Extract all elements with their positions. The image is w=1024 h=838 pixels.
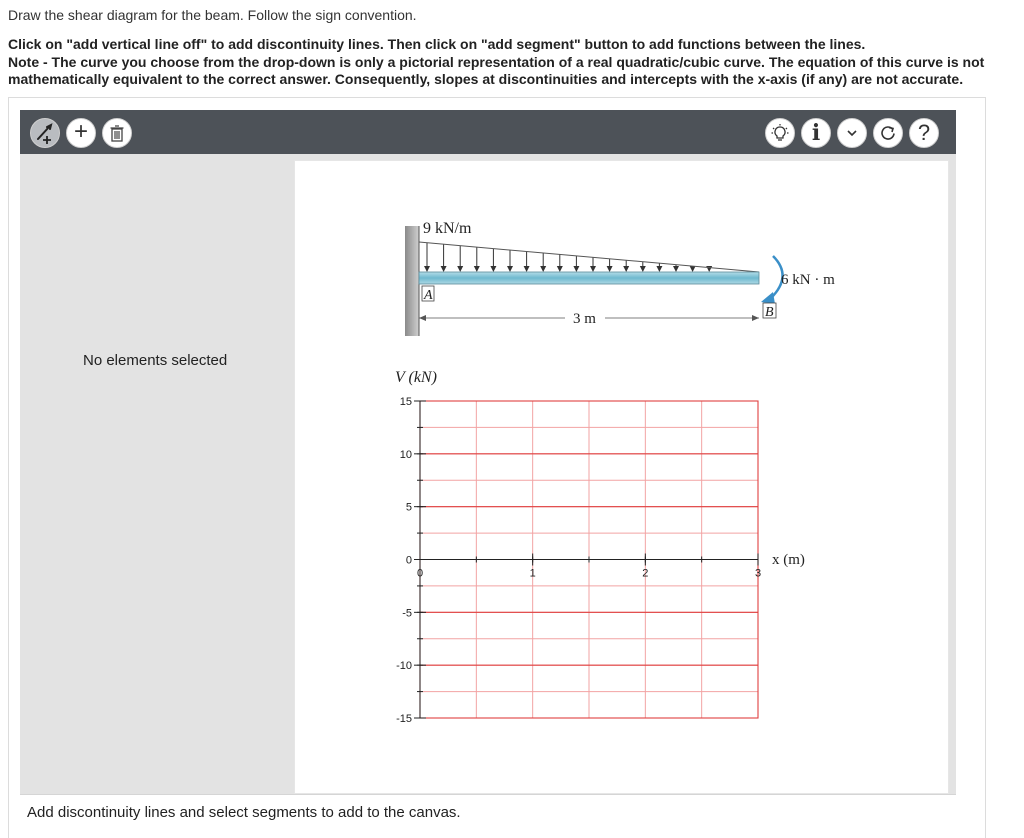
load-arrow bbox=[706, 266, 712, 272]
y-tick-label: 10 bbox=[399, 448, 412, 461]
y-axis-label: V (kN) bbox=[395, 369, 437, 386]
status-message: Add discontinuity lines and select segments to add to the canvas. bbox=[27, 804, 461, 821]
y-tick-label: 15 bbox=[399, 396, 412, 408]
load-arrow bbox=[540, 253, 546, 272]
tick-labels bbox=[396, 396, 761, 725]
load-arrow bbox=[640, 262, 646, 272]
point-b-label: B bbox=[765, 305, 774, 320]
y-tick-label: -15 bbox=[396, 713, 412, 725]
instruction-note: Note - The curve you choose from the drop-down is only a pictorial representation of a real quadratic/cubic curve. The equation of this curve is not mathematically equivalent to the correct answer. Consequently, slopes at discontinuities and intercepts with the x-axis (if any) are not accurate. bbox=[8, 53, 985, 87]
load-arrow bbox=[441, 244, 447, 272]
x-tick-label: 3 bbox=[754, 567, 762, 580]
load-label: 9 kN/m bbox=[423, 220, 472, 237]
load-arrow bbox=[457, 246, 463, 272]
y-tick-label: -10 bbox=[396, 660, 412, 673]
info-button[interactable]: i bbox=[801, 118, 831, 148]
load-arrow bbox=[573, 256, 579, 272]
axes bbox=[414, 401, 758, 718]
instruction-add-lines: Click on "add vertical line off" to add discontinuity lines. Then click on "add segment" button to add functions between the lines. bbox=[8, 36, 866, 52]
reset-icon bbox=[879, 124, 897, 142]
load-arrow bbox=[673, 265, 679, 272]
y-tick-label: -5 bbox=[402, 607, 412, 620]
no-selection-text: No elements selected bbox=[83, 352, 228, 369]
load-arrow bbox=[424, 243, 430, 272]
y-tick-label: 0 bbox=[405, 554, 412, 567]
load-arrow bbox=[474, 247, 480, 272]
moment-label: 6 kN · m bbox=[781, 272, 835, 288]
status-bar bbox=[20, 794, 956, 833]
load-arrow bbox=[524, 251, 530, 272]
moment-arrowhead bbox=[761, 292, 775, 304]
trash-icon bbox=[108, 124, 126, 142]
y-tick-label: 5 bbox=[405, 501, 412, 514]
properties-panel bbox=[20, 154, 289, 794]
fixed-support bbox=[405, 226, 419, 336]
load-arrow bbox=[507, 250, 513, 272]
lightbulb-icon bbox=[770, 123, 790, 143]
load-profile-line bbox=[419, 242, 759, 272]
span-label: 3 m bbox=[573, 311, 596, 327]
x-tick-label: 0 bbox=[416, 567, 424, 580]
question-prompt: Draw the shear diagram for the beam. Follow the sign convention. bbox=[8, 7, 417, 23]
dropdown-button[interactable] bbox=[837, 118, 867, 148]
load-arrow bbox=[590, 257, 596, 272]
beam-figure bbox=[395, 206, 835, 376]
drawing-canvas[interactable] bbox=[294, 160, 949, 794]
add-vertical-line-button[interactable] bbox=[30, 118, 60, 148]
instructions bbox=[8, 36, 1020, 89]
hint-button[interactable] bbox=[765, 118, 795, 148]
point-a-label: A bbox=[424, 288, 433, 303]
distributed-load bbox=[424, 243, 712, 272]
reset-button[interactable] bbox=[873, 118, 903, 148]
beam bbox=[419, 272, 759, 284]
load-arrow bbox=[607, 259, 613, 272]
shear-diagram[interactable] bbox=[375, 361, 935, 741]
toolbar bbox=[20, 110, 956, 154]
add-vertical-line-icon bbox=[34, 122, 56, 144]
load-arrow bbox=[690, 266, 696, 272]
load-arrow bbox=[656, 263, 662, 272]
chevron-down-icon bbox=[845, 126, 859, 140]
help-button[interactable]: ? bbox=[909, 118, 939, 148]
load-arrow bbox=[490, 249, 496, 272]
add-segment-button[interactable] bbox=[66, 118, 96, 148]
x-axis-label: x (m) bbox=[772, 552, 805, 568]
x-tick-label: 2 bbox=[642, 567, 649, 580]
plus-icon: + bbox=[73, 118, 88, 145]
load-arrow bbox=[557, 254, 563, 272]
x-tick-label: 1 bbox=[529, 567, 536, 580]
load-arrow bbox=[623, 260, 629, 272]
delete-button[interactable] bbox=[102, 118, 132, 148]
